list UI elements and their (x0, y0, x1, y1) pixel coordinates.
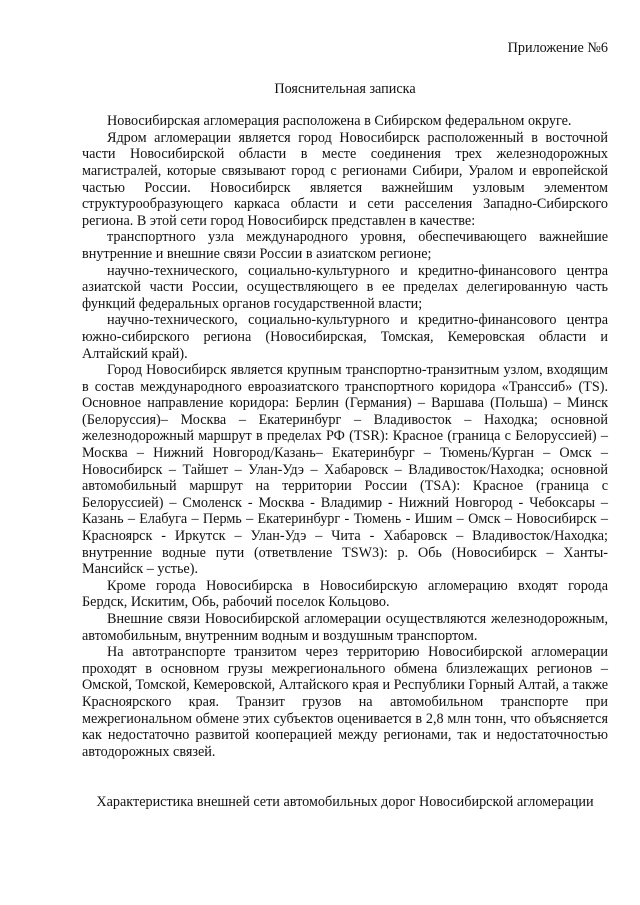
paragraph-asian-center: научно-технического, социально-культурного и кредитно-финансового центра азиатской части России, осуществляющего в ее пределах делегированную часть функций федеральных органов государственной власти; (82, 262, 608, 312)
paragraph-external-links: Внешние связи Новосибирской агломерации осуществляются железнодорожным, автомобильным, внутренним водным и воздушным транспортом. (82, 611, 608, 644)
paragraph-core-city: Ядром агломерации является город Новосибирск расположенный в восточной части Новосибирской области в месте соединения трех железнодорожных магистралей, которые связывают город с регионами Сибири, Уралом и европейской частью России. Новосибирск является важнейшим узловым элементом структурообразующего каркаса области и сети расселения Западно-Сибирского региона. В этой сети город Новосибирск представлен в качестве: (82, 129, 608, 229)
paragraph-south-siberian-center: научно-технического, социально-культурного и кредитно-финансового центра южно-сибирского региона (Новосибирская, Томская, Кемеровская области и Алтайский край). (82, 312, 608, 362)
paragraph-transsib-corridor: Город Новосибирск является крупным транспортно-транзитным узлом, входящим в состав международного евроазиатского транспортного коридора «Транссиб» (TS). Основное направление коридора: Берлин (Германия) – Варшава (Польша) – Минск (Белоруссия)– Москва – Екатеринбург – Владивосток – Находка; основной железнодорожный маршрут в пределах РФ (TSR): Красное (граница с Белоруссией) – Москва – Нижний Новгород/Казань– Екатеринбург – Тюмень/Курган – Омск – Новосибирск – Тайшет – Улан-Удэ – Хабаровск – Владивосток/Находка; основной автомобильный маршрут на территории России (TSA): Красное (граница с Белоруссией) – Смоленск - Москва - Владимир - Нижний Новгород - Чебоксары – Казань – Елабуга – Пермь – Екатеринбург - Тюмень - Ишим – Омск – Новосибирск – Красноярск - Иркутск – Улан-Удэ – Чита - Хабаровск – Владивосток/Находка; внутренние водные пути (ответвление TSW3): р. Обь (Новосибирск – Ханты-Мансийск – устье). (82, 362, 608, 578)
document-title: Пояснительная записка (274, 80, 416, 97)
paragraph-transport-hub: транспортного узла международного уровня, обеспечивающего важнейшие внутренние и внешние связи России в азиатском регионе; (82, 229, 608, 262)
appendix-label: Приложение №6 (507, 40, 608, 56)
paragraph-location: Новосибирская агломерация расположена в Сибирском федеральном округе. (107, 113, 572, 130)
section-title: Характеристика внешней сети автомобильных дорог Новосибирской агломерации (96, 794, 594, 811)
paragraph-agglomeration-cities: Кроме города Новосибирска в Новосибирскую агломерацию входят города Бердск, Искитим, Обь, рабочий поселок Кольцово. (82, 577, 608, 611)
paragraph-road-transit: На автотранспорте транзитом через территорию Новосибирской агломерации проходят в основном грузы межрегионального обмена близлежащих регионов – Омской, Томской, Кемеровской, Алтайского края и Республики Горный Алтай, а также Красноярского края. Транзит грузов на автомобильном транспорте при межрегиональном обмене этих субъектов оценивается в 2,8 млн тонн, что объясняется как недостаточно развитой кооперацией между регионами, так и недостаточностью автодорожных связей. (82, 644, 608, 760)
